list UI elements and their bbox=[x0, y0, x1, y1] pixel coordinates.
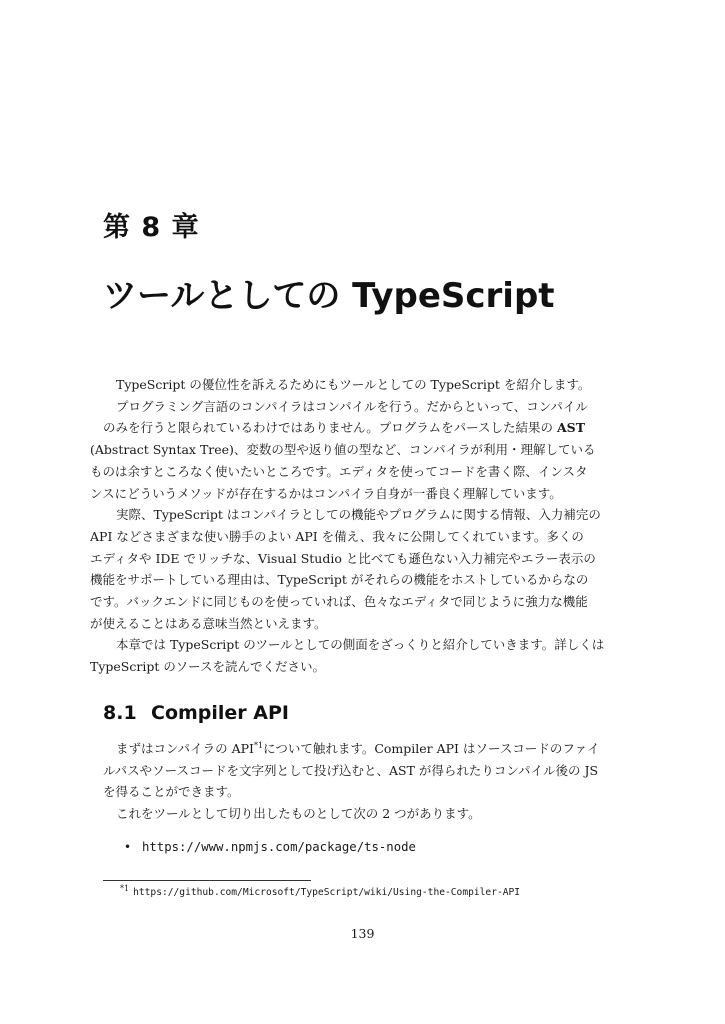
text-line bbox=[103, 417, 623, 439]
intro-paragraph-1 bbox=[103, 374, 623, 396]
text-line: 本章では TypeScript のツールとしての側面をざっくりと紹介していきます。詳しくは bbox=[116, 637, 605, 653]
section-text bbox=[103, 738, 623, 825]
footnote-divider bbox=[103, 880, 311, 881]
intro-paragraph-2 bbox=[90, 396, 623, 505]
ast-term: AST bbox=[556, 420, 586, 436]
page-number: 139 bbox=[350, 926, 375, 941]
text-line: ンスにどういうメソッドが存在するかはコンパイラ自身が一番良く理解しています。 bbox=[90, 485, 562, 501]
text-line: (Abstract Syntax Tree)、変数の型や返り値の型など、コンパイラが利用・理解している bbox=[90, 442, 596, 458]
footnote-reference[interactable]: *1 bbox=[253, 740, 264, 750]
text-line: が使えることはある意味当然といえます。 bbox=[90, 615, 327, 631]
text-line: 機能をサポートしている理由は、TypeScript がそれらの機能をホストしているからなの bbox=[90, 572, 589, 588]
text-line-part: のみを行うと限られているわけではありません。プログラムをパースした結果の bbox=[103, 420, 557, 436]
text-line: API などさまざまな使い勝手のよい API を備え、我々に公開してくれています。多くの bbox=[90, 528, 584, 544]
text-line: を得ることができます。 bbox=[103, 784, 240, 800]
bullet-icon: • bbox=[124, 840, 132, 854]
intro-paragraph-3 bbox=[90, 504, 623, 634]
text-line: プログラミング言語のコンパイラはコンパイルを行う。だからといって、コンパイル bbox=[116, 398, 588, 414]
chapter-label: 第 8 章 bbox=[103, 212, 200, 243]
text-line-part: まずはコンパイラの API bbox=[116, 741, 254, 756]
text-line: エディタや IDE でリッチな、Visual Studio と比べても遜色ない入力補完やエラー表示の bbox=[90, 550, 596, 566]
section-title: Compiler API bbox=[151, 702, 289, 724]
bullet-list-item bbox=[124, 837, 416, 857]
ts-node-link[interactable]: https://www.npmjs.com/package/ts-node bbox=[142, 840, 416, 854]
text-line: 実際、TypeScript はコンパイラとしての機能やプログラムに関する情報、入力補完の bbox=[116, 507, 601, 523]
section-heading bbox=[103, 702, 289, 724]
section-paragraph-2 bbox=[103, 803, 623, 825]
text-line: ルパスやソースコードを文字列として投げ込むと、AST が得られたりコンパイル後の JS bbox=[103, 762, 599, 778]
section-paragraph-1 bbox=[103, 738, 623, 803]
text-line: TypeScript のソースを読んでください。 bbox=[90, 659, 325, 675]
text-line bbox=[103, 738, 623, 760]
text-line: ものは余すところなく使いたいところです。エディタを使ってコードを書く際、インスタ bbox=[90, 463, 588, 479]
intro-text bbox=[90, 374, 623, 678]
footnote-mark: *1 bbox=[120, 883, 130, 893]
intro-paragraph-4 bbox=[90, 634, 623, 677]
text-line-part: について触れます。Compiler API はソースコードのファイ bbox=[263, 741, 600, 756]
text-line: これをツールとして切り出したものとして次の 2 つがあります。 bbox=[116, 806, 481, 822]
text-line: です。バックエンドに同じものを使っていれば、色々なエディタで同じように強力な機能 bbox=[90, 594, 588, 610]
chapter-title: ツールとしての TypeScript bbox=[103, 276, 555, 316]
text-line: TypeScript の優位性を訴えるためにもツールとしての TypeScript を紹介します。 bbox=[116, 377, 591, 392]
footnote bbox=[120, 885, 520, 901]
footnote-link[interactable]: https://github.com/Microsoft/TypeScript/wiki/Using-the-Compiler-API bbox=[133, 887, 521, 898]
section-number: 8.1 bbox=[103, 702, 137, 724]
